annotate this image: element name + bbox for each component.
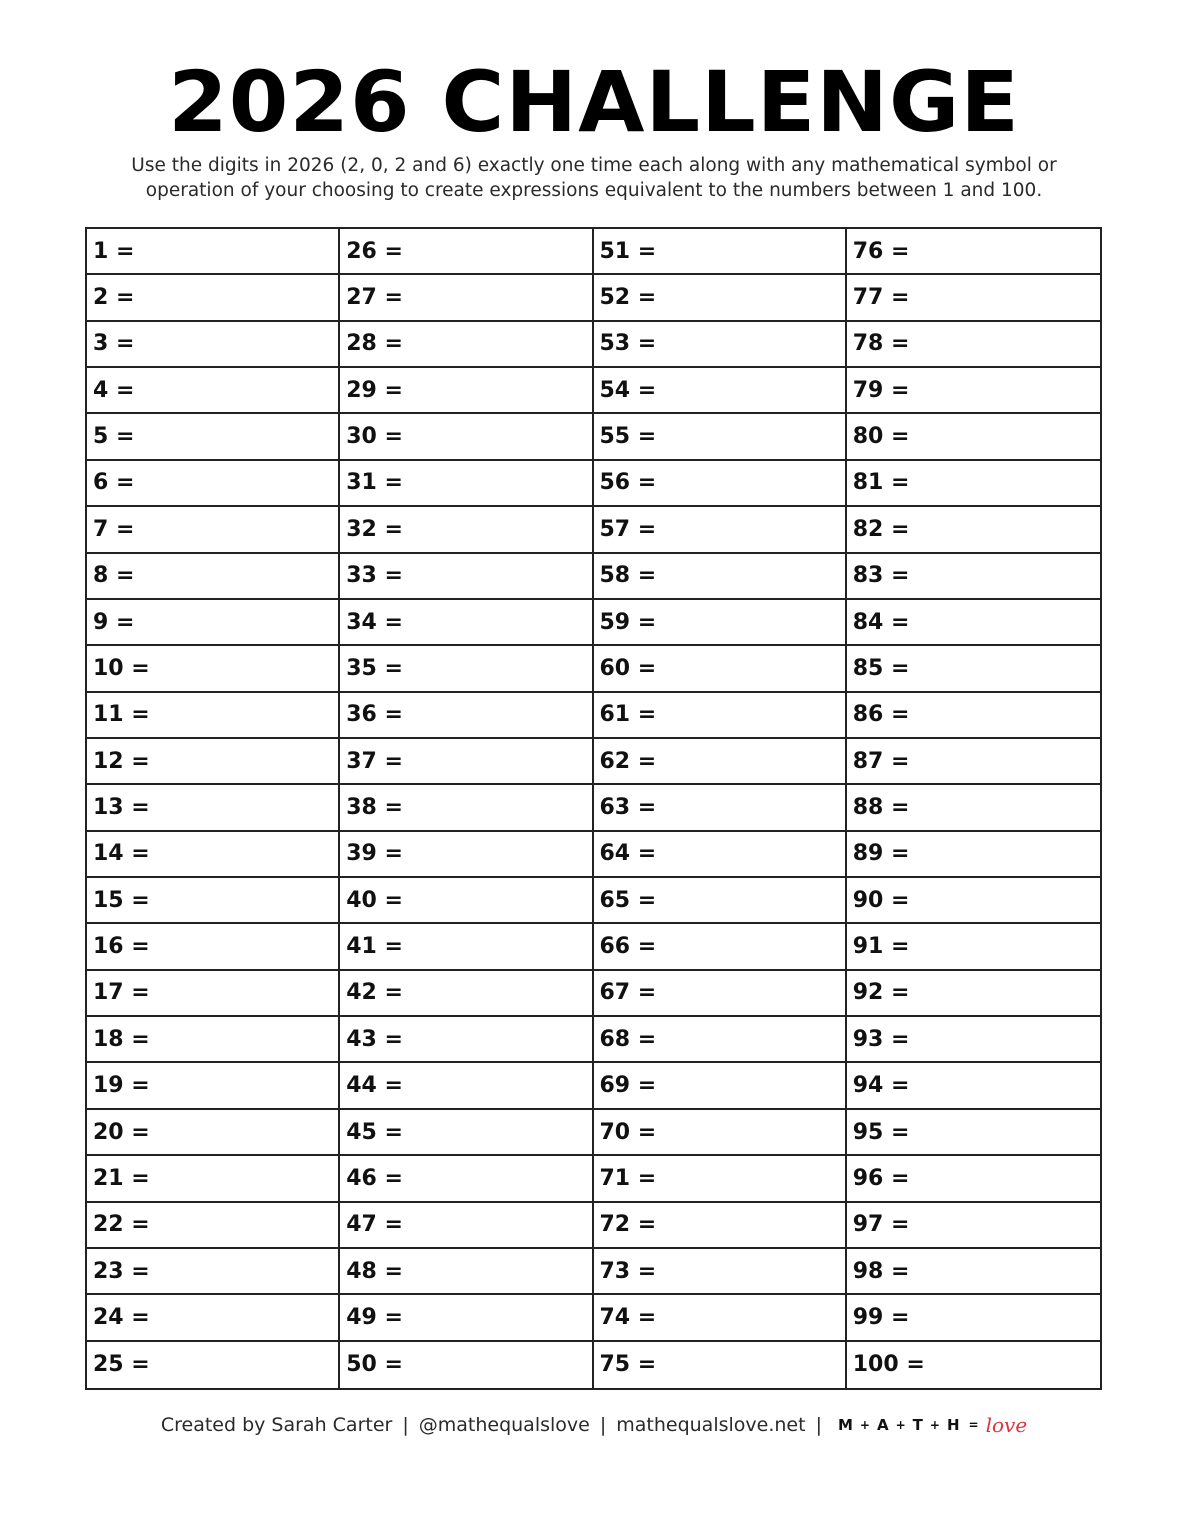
answer-cell-label: 24 = (93, 1304, 150, 1330)
answer-cell-label: 12 = (93, 748, 150, 774)
answer-cell[interactable] (594, 693, 847, 739)
logo-plus: + (929, 1418, 941, 1432)
answer-cell[interactable] (594, 1063, 847, 1109)
logo-letter: T (912, 1416, 924, 1434)
answer-cell-label: 90 = (852, 887, 910, 913)
answer-cell-label: 1 = (93, 238, 135, 264)
answer-cell-label: 55 = (599, 424, 657, 450)
answer-cell-label: 64 = (599, 841, 657, 867)
answer-cell[interactable] (340, 971, 593, 1017)
answer-cell-label: 82 = (852, 516, 910, 542)
answer-cell[interactable] (594, 275, 847, 321)
answer-cell[interactable] (847, 1017, 1100, 1063)
answer-cell[interactable] (340, 1063, 593, 1109)
answer-cell-label: 30 = (346, 424, 403, 450)
answer-cell[interactable] (594, 924, 847, 970)
answer-cell-label: 84 = (852, 609, 910, 635)
answer-cell-label: 53 = (599, 331, 657, 357)
answer-cell-label: 88 = (852, 794, 910, 820)
answer-cell[interactable] (847, 924, 1100, 970)
answer-cell-label: 99 = (852, 1304, 910, 1330)
answer-cell-label: 32 = (346, 516, 403, 542)
logo-plus: + (895, 1418, 907, 1432)
answer-cell[interactable] (594, 971, 847, 1017)
answer-cell-label: 19 = (93, 1073, 150, 1099)
answer-cell-label: 23 = (93, 1258, 150, 1284)
answer-cell[interactable] (594, 1156, 847, 1202)
answer-cell[interactable] (340, 414, 593, 460)
footer-website: mathequalslove.net (616, 1414, 806, 1436)
answer-cell-label: 54 = (599, 377, 657, 403)
answer-cell[interactable] (340, 322, 593, 368)
answer-cell-label: 98 = (852, 1258, 910, 1284)
answer-cell[interactable] (847, 971, 1100, 1017)
answer-cell[interactable] (340, 1249, 593, 1295)
answer-cell[interactable] (87, 878, 340, 924)
answer-cell[interactable] (594, 1017, 847, 1063)
answer-cell[interactable] (87, 785, 340, 831)
answer-cell[interactable] (847, 322, 1100, 368)
answer-cell-label: 11 = (93, 702, 150, 728)
answer-cell[interactable] (87, 322, 340, 368)
answer-cell[interactable] (847, 1110, 1100, 1156)
answer-cell[interactable] (847, 646, 1100, 692)
answer-cell-label: 17 = (93, 980, 150, 1006)
footer-separator: | (599, 1414, 607, 1436)
answer-cell-label: 60 = (599, 655, 657, 681)
answer-cell[interactable] (87, 229, 340, 275)
answer-cell-label: 51 = (599, 238, 657, 264)
answer-cell-label: 26 = (346, 238, 403, 264)
answer-cell-label: 73 = (599, 1258, 657, 1284)
logo-plus: + (859, 1418, 871, 1432)
answer-cell-label: 3 = (93, 331, 135, 357)
answer-cell[interactable] (340, 229, 593, 275)
answer-cell[interactable] (340, 1342, 593, 1388)
answer-cell[interactable] (340, 1110, 593, 1156)
footer-handle: @mathequalslove (418, 1414, 590, 1436)
answer-cell-label: 76 = (852, 238, 910, 264)
answer-cell-label: 25 = (93, 1352, 150, 1378)
answer-cell[interactable] (847, 507, 1100, 553)
answer-cell[interactable] (87, 554, 340, 600)
answer-cell[interactable] (87, 600, 340, 646)
answer-cell-label: 21 = (93, 1165, 150, 1191)
answer-cell[interactable] (340, 368, 593, 414)
answer-cell[interactable] (847, 554, 1100, 600)
answer-cell[interactable] (87, 924, 340, 970)
answer-cell[interactable] (847, 229, 1100, 275)
answer-cell-label: 89 = (852, 841, 910, 867)
answer-cell[interactable] (594, 368, 847, 414)
answer-cell-label: 4 = (93, 377, 135, 403)
answer-cell[interactable] (594, 1203, 847, 1249)
answer-cell-label: 67 = (599, 980, 657, 1006)
footer (0, 1413, 1188, 1437)
answer-cell-label: 42 = (346, 980, 403, 1006)
answer-cell[interactable] (340, 507, 593, 553)
answer-cell[interactable] (87, 739, 340, 785)
answer-cell-label: 100 = (852, 1352, 925, 1378)
answer-cell-label: 59 = (599, 609, 657, 635)
answer-cell[interactable] (594, 785, 847, 831)
answer-cell[interactable] (594, 414, 847, 460)
answer-cell[interactable] (847, 368, 1100, 414)
page-title: 2026 CHALLENGE (168, 53, 1020, 151)
answer-cell-label: 74 = (599, 1304, 657, 1330)
answer-cell[interactable] (847, 739, 1100, 785)
math-equals-love-logo (838, 1413, 1027, 1437)
answer-cell[interactable] (87, 693, 340, 739)
answer-cell[interactable] (594, 1295, 847, 1341)
instructions (60, 153, 1128, 203)
answer-cell[interactable] (847, 878, 1100, 924)
answer-cell[interactable] (87, 1342, 340, 1388)
answer-cell-label: 45 = (346, 1119, 403, 1145)
answer-cell[interactable] (594, 600, 847, 646)
answer-cell[interactable] (340, 600, 593, 646)
answer-cell-label: 93 = (852, 1026, 910, 1052)
answer-cell[interactable] (847, 414, 1100, 460)
answer-cell[interactable] (340, 1156, 593, 1202)
answer-cell[interactable] (340, 924, 593, 970)
answer-cell-label: 95 = (852, 1119, 910, 1145)
answer-cell-label: 61 = (599, 702, 657, 728)
answer-cell-label: 85 = (852, 655, 910, 681)
answer-cell[interactable] (847, 1249, 1100, 1295)
answer-cell[interactable] (594, 322, 847, 368)
answer-cell-label: 86 = (852, 702, 910, 728)
answer-cell[interactable] (87, 1110, 340, 1156)
answer-cell-label: 79 = (852, 377, 910, 403)
answer-cell[interactable] (340, 832, 593, 878)
footer-separator: | (815, 1414, 822, 1436)
answer-cell-label: 75 = (599, 1352, 657, 1378)
answer-cell[interactable] (87, 368, 340, 414)
logo-letter: A (876, 1416, 890, 1434)
answer-cell-label: 92 = (852, 980, 910, 1006)
answer-cell-label: 80 = (852, 424, 910, 450)
answer-cell-label: 41 = (346, 934, 403, 960)
answer-cell[interactable] (847, 1203, 1100, 1249)
answer-cell[interactable] (87, 1249, 340, 1295)
answer-cell[interactable] (87, 275, 340, 321)
answer-cell[interactable] (87, 507, 340, 553)
instructions-line-1: Use the digits in 2026 (2, 0, 2 and 6) exactly one time each along with any mathematical symbol or (131, 155, 1057, 176)
answer-cell-label: 16 = (93, 934, 150, 960)
answer-cell[interactable] (340, 646, 593, 692)
answer-cell-label: 35 = (346, 655, 403, 681)
answer-cell[interactable] (340, 785, 593, 831)
answer-cell-label: 20 = (93, 1119, 150, 1145)
footer-separator: | (402, 1414, 409, 1436)
answer-cell-label: 39 = (346, 841, 403, 867)
answer-cell[interactable] (87, 971, 340, 1017)
answer-cell[interactable] (87, 1203, 340, 1249)
answer-cell-label: 63 = (599, 794, 657, 820)
answer-cell[interactable] (594, 878, 847, 924)
answer-cell-label: 15 = (93, 887, 150, 913)
answer-cell-label: 50 = (346, 1352, 403, 1378)
answer-cell[interactable] (340, 461, 593, 507)
answer-cell[interactable] (847, 1156, 1100, 1202)
answer-cell-label: 65 = (599, 887, 657, 913)
answer-cell-label: 68 = (599, 1026, 657, 1052)
answer-cell[interactable] (847, 693, 1100, 739)
answer-cell-label: 37 = (346, 748, 403, 774)
answer-cell-label: 91 = (852, 934, 910, 960)
answer-cell-label: 38 = (346, 794, 403, 820)
answer-cell[interactable] (87, 832, 340, 878)
answer-cell-label: 31 = (346, 470, 403, 496)
answer-cell[interactable] (594, 739, 847, 785)
answer-cell-label: 78 = (852, 331, 910, 357)
answer-cell-label: 72 = (599, 1212, 657, 1238)
answer-cell-label: 58 = (599, 563, 657, 589)
answer-cell[interactable] (847, 1342, 1100, 1388)
answer-cell[interactable] (87, 1156, 340, 1202)
answer-cell-label: 6 = (93, 470, 135, 496)
answer-cell[interactable] (340, 739, 593, 785)
logo-equals: = (968, 1418, 980, 1432)
answer-cell[interactable] (847, 461, 1100, 507)
answer-cell-label: 56 = (599, 470, 657, 496)
answer-cell[interactable] (340, 1295, 593, 1341)
answer-cell[interactable] (594, 461, 847, 507)
answer-cell-label: 49 = (346, 1304, 403, 1330)
answer-cell[interactable] (340, 275, 593, 321)
answer-cell[interactable] (594, 1342, 847, 1388)
answer-cell[interactable] (87, 1017, 340, 1063)
answer-cell[interactable] (340, 554, 593, 600)
answer-cell-label: 40 = (346, 887, 403, 913)
answer-cell-label: 47 = (346, 1212, 403, 1238)
answer-cell[interactable] (847, 275, 1100, 321)
answer-cell[interactable] (87, 414, 340, 460)
answer-cell-label: 33 = (346, 563, 403, 589)
logo-letter: H (946, 1416, 961, 1434)
answer-cell-label: 9 = (93, 609, 135, 635)
answer-cell-label: 83 = (852, 563, 910, 589)
answer-cell-label: 43 = (346, 1026, 403, 1052)
answer-cell-label: 10 = (93, 655, 150, 681)
answer-cell-label: 71 = (599, 1165, 657, 1191)
answer-cell-label: 2 = (93, 285, 135, 311)
answer-cell[interactable] (87, 461, 340, 507)
answer-cell-label: 18 = (93, 1026, 150, 1052)
answer-cell-label: 44 = (346, 1073, 403, 1099)
answer-cell-label: 62 = (599, 748, 657, 774)
answer-cell-label: 8 = (93, 563, 135, 589)
answer-cell-label: 69 = (599, 1073, 657, 1099)
answer-cell-label: 46 = (346, 1165, 403, 1191)
answer-cell-label: 94 = (852, 1073, 910, 1099)
answer-cell-label: 81 = (852, 470, 910, 496)
answer-cell-label: 87 = (852, 748, 910, 774)
answer-cell[interactable] (594, 554, 847, 600)
answer-cell[interactable] (594, 646, 847, 692)
answer-cell[interactable] (87, 646, 340, 692)
answer-cell[interactable] (340, 1017, 593, 1063)
answer-cell-label: 48 = (346, 1258, 403, 1284)
answer-grid (85, 227, 1102, 1390)
answer-cell[interactable] (847, 832, 1100, 878)
instructions-line-2: operation of your choosing to create expressions equivalent to the numbers between 1 and 100. (145, 180, 1043, 201)
answer-cell[interactable] (847, 1295, 1100, 1341)
answer-cell-label: 52 = (599, 285, 657, 311)
answer-cell[interactable] (340, 693, 593, 739)
answer-cell-label: 7 = (93, 516, 135, 542)
answer-cell[interactable] (594, 507, 847, 553)
answer-cell[interactable] (847, 600, 1100, 646)
answer-cell[interactable] (847, 785, 1100, 831)
answer-cell-label: 14 = (93, 841, 150, 867)
answer-cell-label: 96 = (852, 1165, 910, 1191)
answer-cell[interactable] (340, 878, 593, 924)
answer-cell[interactable] (594, 1110, 847, 1156)
answer-cell[interactable] (87, 1295, 340, 1341)
answer-cell[interactable] (847, 1063, 1100, 1109)
answer-cell-label: 97 = (852, 1212, 910, 1238)
answer-cell[interactable] (340, 1203, 593, 1249)
answer-cell[interactable] (594, 229, 847, 275)
logo-love-script: love (985, 1413, 1028, 1437)
answer-cell-label: 34 = (346, 609, 403, 635)
answer-cell-label: 77 = (852, 285, 910, 311)
footer-credit: Created by Sarah Carter (160, 1414, 393, 1436)
answer-cell-label: 66 = (599, 934, 657, 960)
answer-cell-label: 36 = (346, 702, 403, 728)
answer-cell[interactable] (594, 1249, 847, 1295)
answer-cell-label: 5 = (93, 424, 135, 450)
answer-cell-label: 57 = (599, 516, 657, 542)
answer-cell[interactable] (87, 1063, 340, 1109)
answer-cell-label: 29 = (346, 377, 403, 403)
answer-cell-label: 27 = (346, 285, 403, 311)
logo-letter: M (837, 1416, 854, 1434)
answer-cell-label: 13 = (93, 794, 150, 820)
answer-cell[interactable] (594, 832, 847, 878)
answer-cell-label: 28 = (346, 331, 403, 357)
answer-cell-label: 70 = (599, 1119, 657, 1145)
answer-cell-label: 22 = (93, 1212, 150, 1238)
